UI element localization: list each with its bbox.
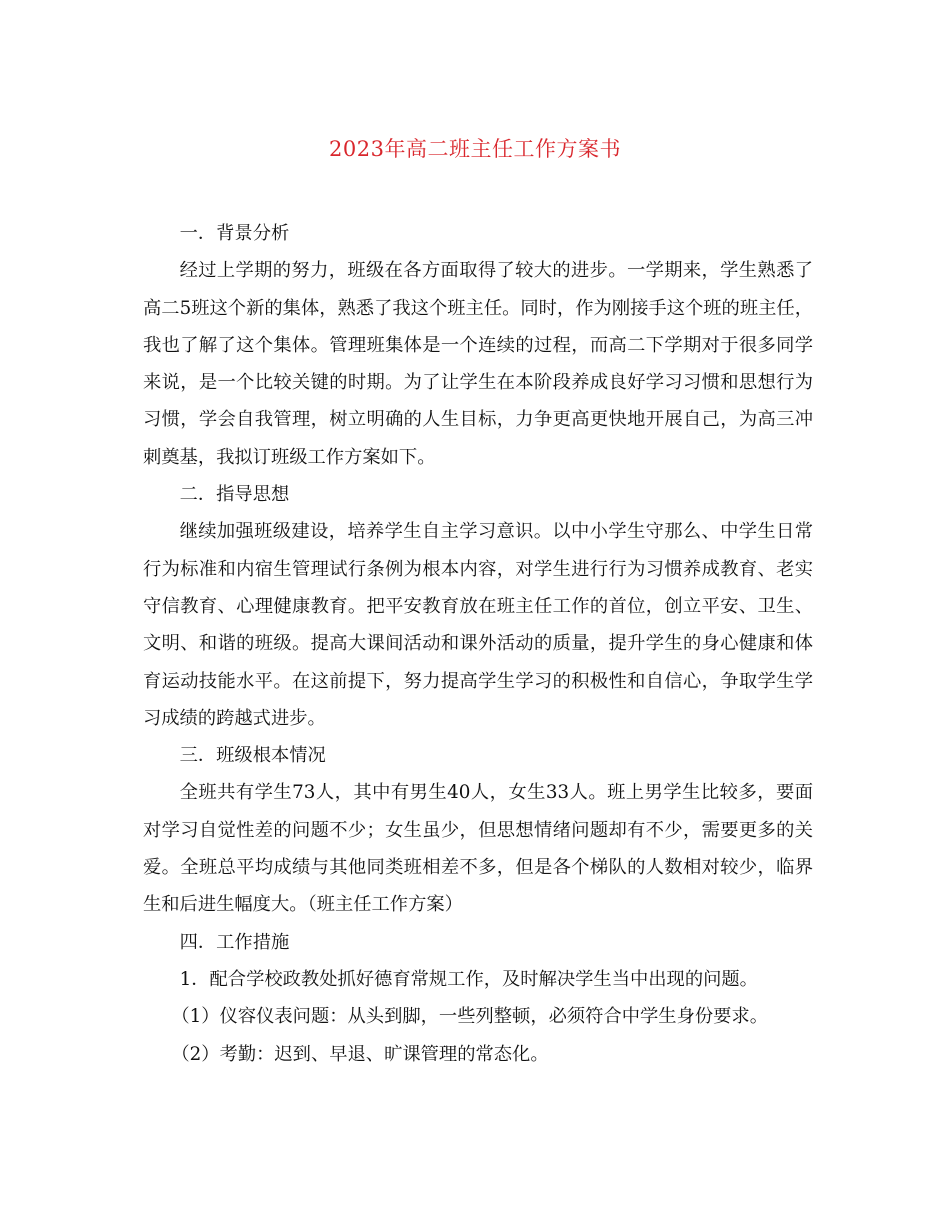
section-body-class-info: 全班共有学生73人，其中有男生40人，女生33人。班上男学生比较多，要面对学习自觉性差的问题不少；女生虽少，但思想情绪问题却有不少，需要更多的关爱。全班总平均成绩与其他同类班相差不多，但是各个梯队的人数相对较少，临界生和后进生幅度大。（班主任工作方案）: [143, 782, 813, 916]
document-body: [143, 215, 813, 1073]
section-heading-background: 一．背景分析: [179, 223, 290, 244]
section-heading-measures: 四．工作措施: [179, 931, 290, 953]
measure-subpoint-2: （2）考勤：迟到、早退、旷课管理的常态化。: [171, 1043, 549, 1065]
section-heading-class-info: 三．班级根本情况: [179, 745, 326, 767]
measure-point-1: 1．配合学校政教处抓好德育常规工作，及时解决学生当中出现的问题。: [179, 968, 758, 990]
section-body-background: 经过上学期的努力，班级在各方面取得了较大的进步。一学期来，学生熟悉了高二5班这个新的集体，熟悉了我这个班主任。同时，作为刚接手这个班的班主任，我也了解了这个集体。管理班集体是一个连续的过程，而高二下学期对于很多同学来说，是一个比较关键的时期。为了让学生在本阶段养成良好学习习惯和思想行为习惯，学会自我管理，树立明确的人生目标，力争更高更快地开展自己，为高三冲刺奠基，我拟订班级工作方案如下。: [143, 260, 813, 468]
section-body-guidance: 继续加强班级建设，培养学生自主学习意识。以中小学生守那么、中学生日常行为标准和内宿生管理试行条例为根本内容，对学生进行行为习惯养成教育、老实守信教育、心理健康教育。把平安教育放在班主任工作的首位，创立平安、卫生、文明、和谐的班级。提高大课间活动和课外活动的质量，提升学生的身心健康和体育运动技能水平。在这前提下，努力提高学生学习的积极性和自信心，争取学生学习成绩的跨越式进步。: [143, 521, 813, 729]
document-title: 2023年高二班主任工作方案书: [329, 137, 621, 161]
measure-subpoint-1: （1）仪容仪表问题：从头到脚，一些列整顿，必须符合中学生身份要求。: [171, 1006, 768, 1028]
section-heading-guidance: 二．指导思想: [179, 484, 290, 506]
